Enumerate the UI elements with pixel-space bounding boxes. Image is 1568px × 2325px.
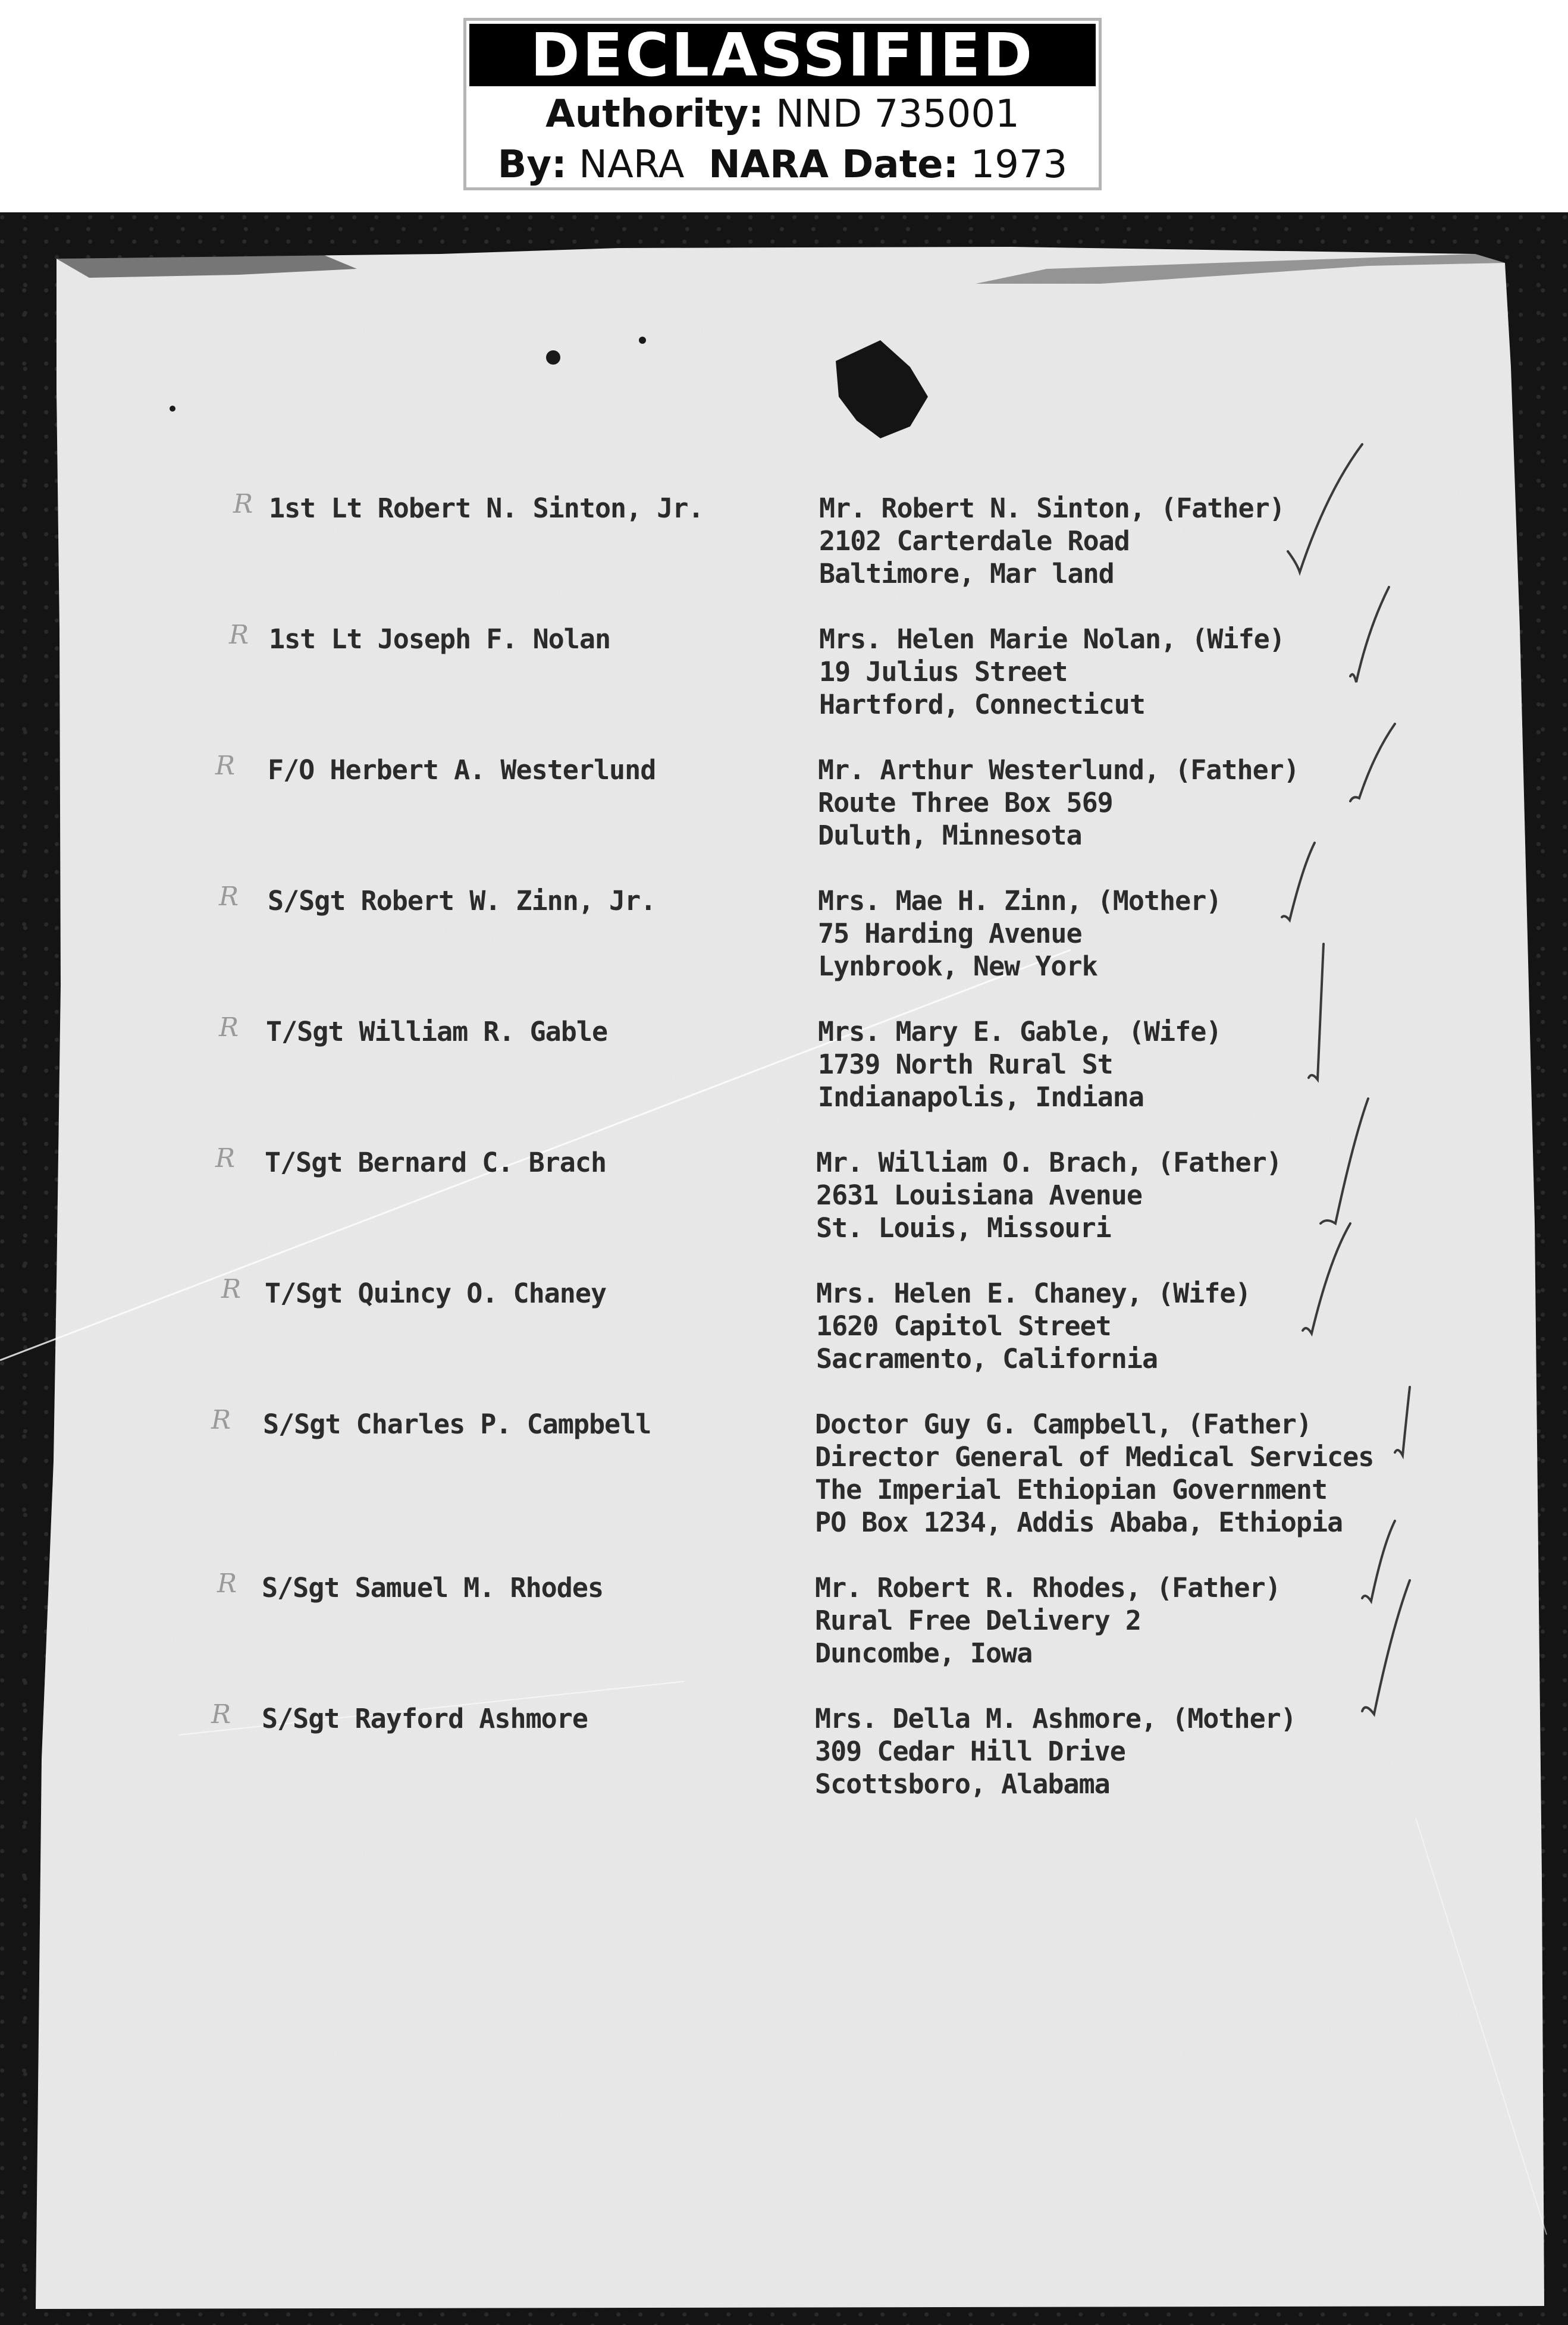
entry-address-line: 75 Harding Avenue xyxy=(818,918,1082,949)
stamp-authority-value: NND 735001 xyxy=(776,92,1020,136)
entry-address-line: Lynbrook, New York xyxy=(818,950,1097,982)
entry-address-line: Hartford, Connecticut xyxy=(819,689,1145,720)
stamp-by-value: NARA xyxy=(579,143,685,187)
entry-next-of-kin: Mr. Robert N. Sinton, (Father) xyxy=(819,492,1285,524)
entry-address-line: Director General of Medical Services xyxy=(815,1441,1374,1473)
entry-address-line: 1620 Capitol Street xyxy=(816,1310,1111,1342)
entry-address-line: Scottsboro, Alabama xyxy=(815,1768,1110,1800)
entry-address-line: Sacramento, California xyxy=(816,1343,1158,1375)
entry-name: S/Sgt Rayford Ashmore xyxy=(262,1703,588,1734)
margin-mark: R xyxy=(233,489,253,519)
stamp-title: DECLASSIFIED xyxy=(469,24,1096,86)
entry-address-line: Route Three Box 569 xyxy=(818,787,1113,818)
stamp-by-line xyxy=(466,143,1099,187)
entry-name: S/Sgt Samuel M. Rhodes xyxy=(262,1572,604,1604)
stamp-authority-label: Authority: xyxy=(545,92,764,136)
entry-address-line: 2102 Carterdale Road xyxy=(819,525,1130,557)
entry-next-of-kin: Mrs. Della M. Ashmore, (Mother) xyxy=(815,1703,1296,1734)
margin-mark: R xyxy=(211,1699,231,1730)
speck xyxy=(170,406,175,412)
margin-mark: R xyxy=(217,1568,237,1599)
entry-next-of-kin: Mr. Robert R. Rhodes, (Father) xyxy=(815,1572,1281,1604)
margin-mark: R xyxy=(221,1274,242,1304)
stamp-by-label: By: xyxy=(497,143,567,187)
entry-next-of-kin: Mrs. Mae H. Zinn, (Mother) xyxy=(818,885,1222,917)
entry-next-of-kin: Mr. Arthur Westerlund, (Father) xyxy=(818,754,1299,786)
margin-mark: R xyxy=(229,620,249,650)
entry-name: F/O Herbert A. Westerlund xyxy=(268,754,656,786)
entry-next-of-kin: Mrs. Helen Marie Nolan, (Wife) xyxy=(819,623,1285,655)
speck xyxy=(639,337,646,344)
entry-address-line: 1739 North Rural St xyxy=(818,1049,1113,1080)
entry-name: T/Sgt Bernard C. Brach xyxy=(265,1147,607,1178)
entry-name: T/Sgt Quincy O. Chaney xyxy=(265,1278,607,1309)
paper-sheet xyxy=(0,212,1568,2325)
entry-next-of-kin: Mrs. Helen E. Chaney, (Wife) xyxy=(816,1278,1251,1309)
speck xyxy=(546,350,560,365)
stamp-date-value: 1973 xyxy=(970,143,1068,187)
entry-address-line: 309 Cedar Hill Drive xyxy=(815,1736,1125,1767)
entry-address-line: PO Box 1234, Addis Ababa, Ethiopia xyxy=(815,1507,1343,1538)
declassified-stamp xyxy=(463,18,1102,190)
entry-name: 1st Lt Joseph F. Nolan xyxy=(269,623,611,655)
entry-next-of-kin: Mrs. Mary E. Gable, (Wife) xyxy=(818,1016,1222,1047)
entry-address-line: Indianapolis, Indiana xyxy=(818,1081,1144,1113)
entry-address-line: Rural Free Delivery 2 xyxy=(815,1605,1141,1636)
stamp-date-label: NARA Date: xyxy=(708,143,959,187)
margin-mark: R xyxy=(219,1012,239,1043)
entry-address-line: 2631 Louisiana Avenue xyxy=(816,1179,1142,1211)
margin-mark: R xyxy=(215,751,236,781)
scanned-document xyxy=(0,212,1568,2325)
paper-shape xyxy=(36,247,1544,2309)
stamp-authority-line xyxy=(466,92,1099,136)
entry-name: S/Sgt Charles P. Campbell xyxy=(263,1408,651,1440)
entry-address-line: Baltimore, Mar land xyxy=(819,558,1114,589)
entry-address-line: The Imperial Ethiopian Government xyxy=(815,1474,1328,1505)
entry-next-of-kin: Doctor Guy G. Campbell, (Father) xyxy=(815,1408,1312,1440)
entry-name: T/Sgt William R. Gable xyxy=(266,1016,608,1047)
entry-address-line: Duncombe, Iowa xyxy=(815,1637,1033,1669)
margin-mark: R xyxy=(215,1143,236,1174)
entry-name: S/Sgt Robert W. Zinn, Jr. xyxy=(268,885,656,917)
entry-address-line: St. Louis, Missouri xyxy=(816,1212,1111,1244)
entry-next-of-kin: Mr. William O. Brach, (Father) xyxy=(816,1147,1282,1178)
entry-address-line: Duluth, Minnesota xyxy=(818,820,1082,851)
margin-mark: R xyxy=(211,1405,231,1435)
entry-address-line: 19 Julius Street xyxy=(819,656,1068,688)
document-page xyxy=(0,212,1568,2325)
entry-name: 1st Lt Robert N. Sinton, Jr. xyxy=(269,492,704,524)
margin-mark: R xyxy=(219,881,239,912)
